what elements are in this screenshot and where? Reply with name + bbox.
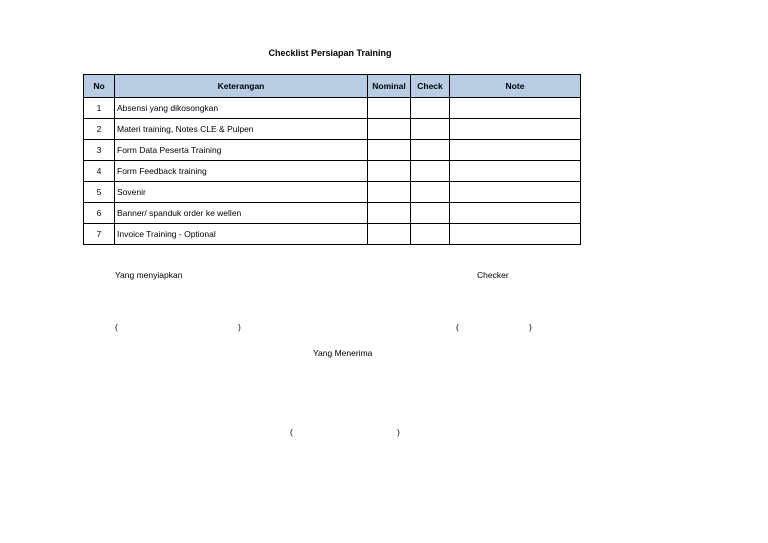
header-check: Check (411, 75, 450, 98)
row-description: Invoice Training - Optional (115, 224, 368, 245)
nominal-cell[interactable] (368, 119, 411, 140)
receiver-signature-open-paren: ( (290, 427, 293, 437)
row-number: 6 (84, 203, 115, 224)
nominal-cell[interactable] (368, 182, 411, 203)
note-cell[interactable] (450, 98, 581, 119)
check-cell[interactable] (411, 98, 450, 119)
note-cell[interactable] (450, 140, 581, 161)
check-cell[interactable] (411, 182, 450, 203)
row-number: 1 (84, 98, 115, 119)
header-keterangan: Keterangan (115, 75, 368, 98)
nominal-cell[interactable] (368, 161, 411, 182)
receiver-label: Yang Menerima (313, 348, 373, 358)
table-row (84, 140, 581, 161)
preparer-label: Yang menyiapkan (115, 270, 183, 280)
checker-signature-open-paren: ( (456, 322, 459, 332)
row-description: Absensi yang dikosongkan (115, 98, 368, 119)
table-row (84, 98, 581, 119)
table-row (84, 119, 581, 140)
header-no: No (84, 75, 115, 98)
row-number: 3 (84, 140, 115, 161)
checker-label: Checker (477, 270, 509, 280)
table-row (84, 161, 581, 182)
checklist-table (83, 74, 581, 245)
row-number: 4 (84, 161, 115, 182)
table-header-row (84, 75, 581, 98)
nominal-cell[interactable] (368, 140, 411, 161)
nominal-cell[interactable] (368, 98, 411, 119)
preparer-signature-open-paren: ( (115, 322, 118, 332)
note-cell[interactable] (450, 119, 581, 140)
row-description: Form Data Peserta Training (115, 140, 368, 161)
nominal-cell[interactable] (368, 203, 411, 224)
check-cell[interactable] (411, 161, 450, 182)
row-number: 2 (84, 119, 115, 140)
nominal-cell[interactable] (368, 224, 411, 245)
note-cell[interactable] (450, 224, 581, 245)
receiver-signature-close-paren: ) (397, 427, 400, 437)
header-note: Note (450, 75, 581, 98)
note-cell[interactable] (450, 161, 581, 182)
table-row (84, 203, 581, 224)
note-cell[interactable] (450, 182, 581, 203)
check-cell[interactable] (411, 119, 450, 140)
row-description: Sovenir (115, 182, 368, 203)
row-number: 5 (84, 182, 115, 203)
check-cell[interactable] (411, 140, 450, 161)
row-description: Materi training, Notes CLE & Pulpen (115, 119, 368, 140)
preparer-signature-close-paren: ) (238, 322, 241, 332)
note-cell[interactable] (450, 203, 581, 224)
row-description: Banner/ spanduk order ke wellen (115, 203, 368, 224)
header-nominal: Nominal (368, 75, 411, 98)
document-title: Checklist Persiapan Training (268, 48, 392, 58)
check-cell[interactable] (411, 203, 450, 224)
table-row (84, 224, 581, 245)
check-cell[interactable] (411, 224, 450, 245)
row-description: Form Feedback training (115, 161, 368, 182)
row-number: 7 (84, 224, 115, 245)
table-row (84, 182, 581, 203)
checker-signature-close-paren: ) (529, 322, 532, 332)
